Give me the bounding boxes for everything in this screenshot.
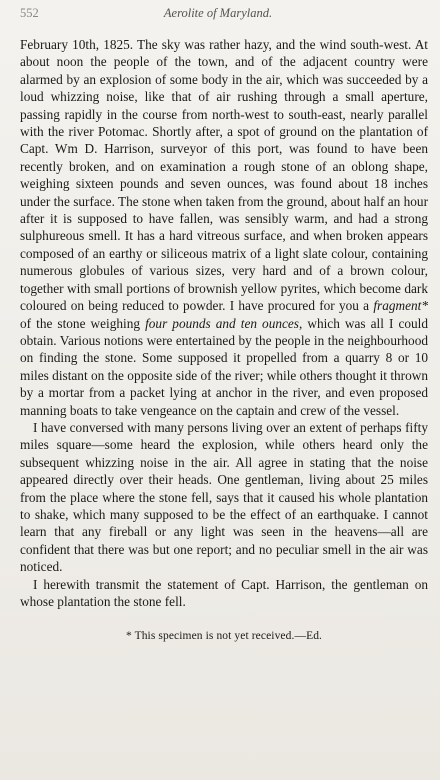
fragment-term: fragment* <box>373 298 428 314</box>
fragment-weight: four pounds and ten ounces <box>145 315 299 331</box>
paragraph-1-part-2: of the stone weighing <box>20 315 146 331</box>
page-number: 552 <box>20 6 39 20</box>
paragraph-1-part-3: , which was all I could obtain. Various notions were entertained by the people in the neighbourhood on finding the stone. Some supposed it propelled from a quarry 8 or 10 miles distant on the opposite side of the river; while others thought it thrown by a mortar from a packet lying at anchor in the river, and even proposed manning boats to take vengeance on the captain and crew of the vessel. <box>20 315 428 418</box>
page-header <box>20 6 428 28</box>
paragraph-1-part-1: February 10th, 1825. The sky was rather hazy, and the wind south-west. At about noon the people of the town, and of the adjacent country were alarmed by an explosion of some body in the air, which was succeeded by a loud whizzing noise, like that of air rushing through a small aperture, passing rapidly in the course from north-west to south-east, nearly parallel with the river Potomac. Shortly after, a spot of ground on the plantation of Capt. Wm D. Harrison, surveyor of this port, was found to have been recently broken, and on examination a rough stone of an oblong shape, weighing sixteen pounds and seven ounces, was found about 18 inches under the surface. The stone when taken from the ground, about half an hour after it is supposed to have fallen, was sensibly warm, and had a strong sulphureous smell. It has a hard vitreous surface, and when broken appears composed of an earthy or siliceous matrix of a light slate colour, containing numerous globules of various sizes, very hard and of a brown colour, together with small portions of brownish yellow pyrites, which become dark coloured on being reduced to powder. I have procured for you a <box>20 37 428 314</box>
footnote: * This specimen is not yet received.—Ed. <box>125 630 323 643</box>
paragraph-1 <box>20 36 428 419</box>
paragraph-2: I have conversed with many persons living over an extent of perhaps fifty miles square—some heard the explosion, while others heard only the subsequent whizzing noise in the air. All agree in stating that the noise appeared directly over their heads. One gentleman, living about 25 miles from the place where the stone fell, says that it caused his whole plantation to shake, which many supposed to be the effect of an earthquake. I cannot learn that any fireball or any light was seen in the heavens—all are confident that there was but one report; and no peculiar smell in the air was noticed. <box>20 419 428 575</box>
running-title: Aerolite of Maryland. <box>163 6 273 20</box>
paragraph-3: I herewith transmit the statement of Capt. Harrison, the gentleman on whose plantation the stone fell. <box>20 576 428 609</box>
body-text <box>20 36 428 610</box>
